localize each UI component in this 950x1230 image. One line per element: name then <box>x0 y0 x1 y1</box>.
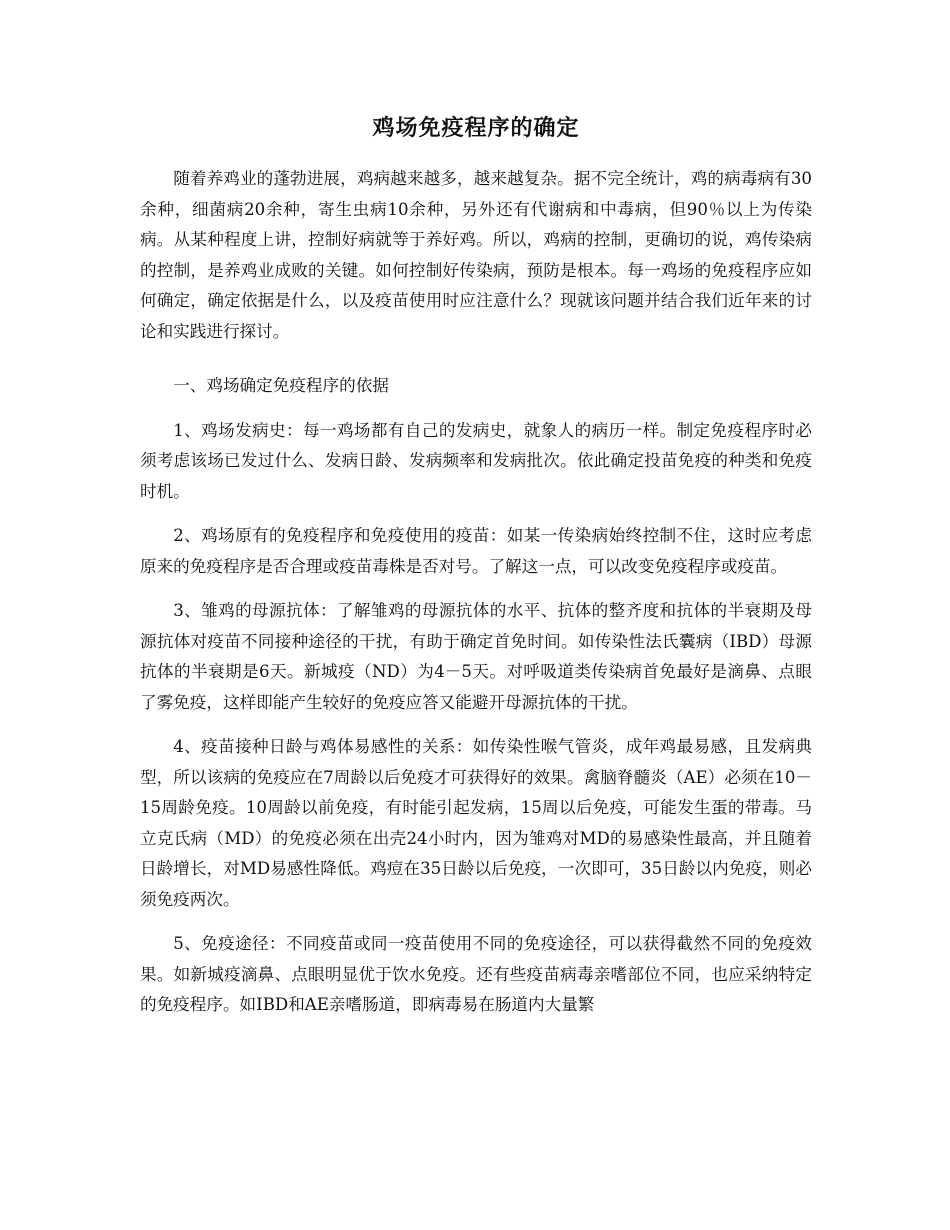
section-heading-1: 一、鸡场确定免疫程序的依据 <box>173 376 389 395</box>
document-title: 鸡场免疫程序的确定 <box>372 115 580 141</box>
paragraph-immunization-route: 5、免疫途径：不同疫苗或同一疫苗使用不同的免疫途径，可以获得截然不同的免疫效果。如新城疫滴鼻、点眼明显优于饮水免疫。还有些疫苗病毒亲嗜部位不同，也应采纳特定的免疫程序。如IBD和AE亲嗜肠道，即病毒易在肠道内大量繁 <box>140 934 812 1014</box>
paragraph-farm-history: 1、鸡场发病史：每一鸡场都有自己的发病史，就象人的病历一样。制定免疫程序时必须考虑该场已发过什么、发病日龄、发病频率和发病批次。依此确定投苗免疫的种类和免疫时机。 <box>140 420 812 501</box>
paragraph-maternal-antibody: 3、雏鸡的母源抗体：了解雏鸡的母源抗体的水平、抗体的整齐度和抗体的半衰期及母源抗体对疫苗不同接种途径的干扰，有助于确定首免时间。如传染性法氏囊病（IBD）母源抗体的半衰期是6天。新城疫（ND）为4－5天。对呼吸道类传染病首免最好是滴鼻、点眼了雾免疫，这样即能产生较好的免疫应答又能避开母源抗体的干扰。 <box>140 601 812 712</box>
paragraph-intro: 随着养鸡业的蓬勃进展，鸡病越来越多，越来越复杂。据不完全统计，鸡的病毒病有30余种，细菌病20余种，寄生虫病10余种，另外还有代谢病和中毒病，但90％以上为传染病。从某种程度上讲，控制好病就等于养好鸡。所以，鸡病的控制，更确切的说，鸡传染病的控制，是养鸡业成败的关键。如何控制好传染病，预防是根本。每一鸡场的免疫程序应如何确定，确定依据是什么，以及疫苗使用时应注意什么？现就该问题并结合我们近年来的讨论和实践进行探讨。 <box>140 169 812 341</box>
paragraph-original-program: 2、鸡场原有的免疫程序和免疫使用的疫苗：如某一传染病始终控制不住，这时应考虑原来的免疫程序是否合理或疫苗毒株是否对号。了解这一点，可以改变免疫程序或疫苗。 <box>140 526 812 576</box>
paragraph-vaccination-age: 4、疫苗接种日龄与鸡体易感性的关系：如传染性喉气管炎，成年鸡最易感，且发病典型，所以该病的免疫应在7周龄以后免疫才可获得好的效果。禽脑脊髓炎（AE）必须在10－15周龄免疫。10周龄以前免疫，有时能引起发病，15周以后免疫，可能发生蛋的带毒。马立克氏病（MD）的免疫必须在出壳24小时内，因为雏鸡对MD的易感染性最高，并且随着日龄增长，对MD易感性降低。鸡痘在35日龄以后免疫，一次即可，35日龄以内免疫，则必须免疫两次。 <box>140 737 812 909</box>
document-page <box>140 112 812 1035</box>
